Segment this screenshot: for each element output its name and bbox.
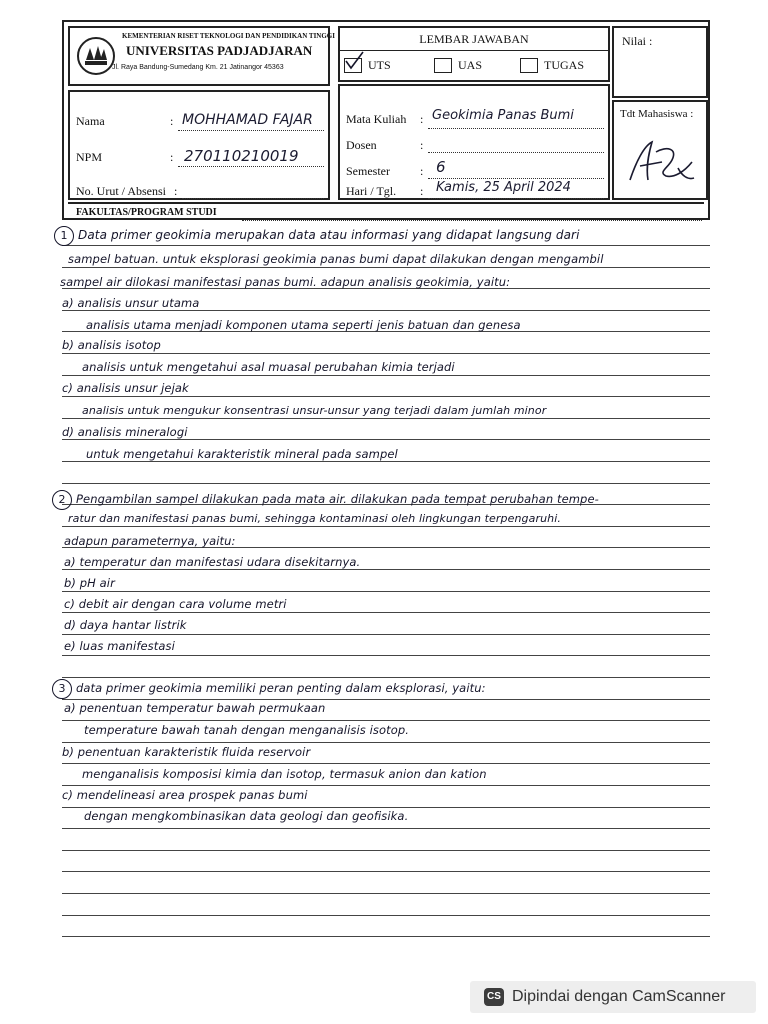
mk-line [428, 128, 604, 129]
ministry-name: KEMENTERIAN RISET TEKNOLOGI DAN PENDIDIKAN TINGGI [122, 32, 335, 40]
answer-3-line-7: dengan mengkombinasikan data geologi dan geofisika. [84, 809, 409, 823]
option-tugas-label: TUGAS [544, 58, 585, 72]
checkbox-uts[interactable] [344, 58, 362, 73]
answer-1-line-2: sampel batuan. untuk eksplorasi geokimia panas bumi dapat dilakukan dengan mengambil [68, 252, 604, 266]
ruled-line [62, 785, 710, 786]
faculty-label-text: FAKULTAS/PROGRAM STUDI [76, 207, 217, 218]
answer-1-line-11: untuk mengetahui karakteristik mineral pada sampel [86, 447, 398, 461]
nama-label: Nama [76, 114, 105, 128]
answer-2-line-1 [52, 490, 599, 510]
ruled-line [62, 310, 710, 311]
mk-label: Mata Kuliah [346, 112, 407, 126]
ruled-line [62, 893, 710, 894]
semester-value[interactable]: 6 [436, 158, 446, 176]
divider [68, 202, 704, 204]
hari-value[interactable]: Kamis, 25 April 2024 [436, 180, 571, 195]
ruled-line [62, 461, 710, 462]
option-tugas[interactable] [520, 58, 584, 73]
answer-2-line-6: c) debit air dengan cara volume metri [64, 597, 287, 611]
ruled-line [62, 655, 710, 656]
divider [340, 50, 608, 51]
answer-3-line-5: menganalisis komposisi kimia dan isotop, termasuk anion dan kation [82, 767, 487, 781]
urut-label: No. Urut / Absensi [76, 184, 166, 198]
colon: : [420, 184, 424, 198]
mk-value[interactable]: Geokimia Panas Bumi [432, 108, 574, 123]
answer-1-line-3: sampel air dilokasi manifestasi panas bumi. adapun analisis geokimia, yaitu: [60, 275, 511, 289]
colon: : [170, 114, 174, 128]
answer-3-line-2: a) penentuan temperatur bawah permukaan [64, 701, 326, 715]
checkbox-tugas[interactable] [520, 58, 538, 73]
dosen-line [428, 152, 604, 153]
university-logo [76, 36, 116, 76]
answer-2-line-7: d) daya hantar listrik [64, 618, 187, 632]
ruled-line [62, 396, 710, 397]
camscanner-icon: CS [484, 988, 504, 1006]
signature-box [612, 100, 708, 200]
signature-label: Tdt Mahasiswa : [620, 108, 694, 120]
ruled-line [62, 720, 710, 721]
ruled-line [62, 612, 710, 613]
ruled-line [62, 763, 710, 764]
grade-label: Nilai : [622, 34, 653, 48]
colon: : [170, 150, 174, 164]
checkbox-uas[interactable] [434, 58, 452, 73]
scanner-text: Dipindai dengan CamScanner [512, 988, 726, 1005]
semester-label: Semester [346, 164, 390, 178]
urut-line [182, 198, 324, 199]
ruled-line [62, 677, 710, 678]
ruled-line [62, 915, 710, 916]
colon: : [420, 164, 424, 178]
ruled-line [62, 267, 710, 268]
answer-1-line-4: a) analisis unsur utama [62, 296, 200, 310]
student-identity-box [68, 90, 330, 200]
answer-sheet [52, 12, 718, 970]
nama-value[interactable]: MOHHAMAD FAJAR [182, 112, 313, 128]
answer-3-line-1 [52, 679, 486, 699]
university-box [68, 26, 335, 86]
npm-line [178, 166, 324, 167]
question-number-1: 1 [54, 226, 74, 246]
ruled-line [62, 634, 710, 635]
option-uas[interactable] [434, 58, 482, 73]
ruled-line [62, 850, 710, 851]
nama-line [178, 130, 324, 131]
option-uas-label: UAS [458, 58, 483, 72]
answer-3-text-1: data primer geokimia memiliki peran penting dalam eksplorasi, yaitu: [76, 681, 486, 695]
student-signature [622, 132, 702, 192]
answer-2-line-2: ratur dan manifestasi panas bumi, sehingga kontaminasi oleh lingkungan terpengaruhi. [68, 512, 561, 525]
colon: : [420, 112, 424, 126]
answer-1-line-9: analisis untuk mengukur konsentrasi unsur-unsur yang terjadi dalam jumlah minor [82, 404, 547, 417]
university-name: UNIVERSITAS PADJADJARAN [126, 43, 313, 58]
npm-value[interactable]: 270110210019 [184, 147, 299, 165]
answer-1-line-10: d) analisis mineralogi [62, 425, 188, 439]
answer-3-line-3: temperature bawah tanah dengan menganalisis isotop. [84, 723, 410, 737]
hari-line [428, 198, 604, 199]
ruled-line [62, 828, 710, 829]
semester-line [428, 178, 604, 179]
sheet-type-box [338, 26, 610, 82]
ruled-line [62, 526, 710, 527]
option-uts[interactable] [344, 58, 391, 73]
ruled-line [62, 742, 710, 743]
answer-2-line-3: adapun parameternya, yaitu: [64, 534, 236, 548]
answer-3-line-6: c) mendelineasi area prospek panas bumi [62, 788, 308, 802]
ruled-line [62, 699, 710, 700]
option-uts-label: UTS [368, 58, 391, 72]
answer-2-text-1: Pengambilan sampel dilakukan pada mata air. dilakukan pada tempat perubahan tempe- [76, 492, 599, 506]
ruled-line [62, 418, 710, 419]
answer-2-line-5: b) pH air [64, 576, 115, 590]
university-address: Jl. Raya Bandung-Sumedang Km. 21 Jatinangor 45363 [112, 64, 284, 71]
ruled-line [62, 936, 710, 937]
question-number-3: 3 [52, 679, 72, 699]
answer-2-line-8: e) luas manifestasi [64, 639, 175, 653]
npm-label: NPM [76, 150, 103, 164]
answer-1-text-1: Data primer geokimia merupakan data atau informasi yang didapat langsung dari [78, 228, 580, 242]
ruled-line [62, 483, 710, 484]
hari-label: Hari / Tgl. [346, 184, 397, 198]
faculty-line [242, 220, 702, 221]
colon: : [420, 138, 424, 152]
sheet-title: LEMBAR JAWABAN [419, 32, 529, 46]
scanner-watermark [470, 981, 756, 1013]
dosen-label: Dosen [346, 138, 377, 152]
answer-1-line-7: analisis untuk mengetahui asal muasal perubahan kimia terjadi [82, 360, 455, 374]
ruled-line [62, 569, 710, 570]
ruled-line [62, 871, 710, 872]
ruled-line [62, 439, 710, 440]
checkmark-icon [343, 51, 365, 71]
answer-1-line-1 [54, 226, 580, 246]
answer-1-line-5: analisis utama menjadi komponen utama seperti jenis batuan dan genesa [86, 318, 521, 332]
ruled-line [62, 353, 710, 354]
answer-1-line-8: c) analisis unsur jejak [62, 381, 189, 395]
sheet-header [62, 20, 710, 220]
ruled-line [62, 591, 710, 592]
ruled-line [62, 375, 710, 376]
course-box [338, 84, 610, 200]
ruled-line [62, 807, 710, 808]
faculty-label [76, 207, 217, 218]
answer-2-line-4: a) temperatur dan manifestasi udara disekitarnya. [64, 555, 361, 569]
question-number-2: 2 [52, 490, 72, 510]
answer-3-line-4: b) penentuan karakteristik fluida reservoir [62, 745, 311, 759]
colon: : [174, 184, 178, 198]
answer-1-line-6: b) analisis isotop [62, 338, 161, 352]
grade-box [612, 26, 708, 98]
